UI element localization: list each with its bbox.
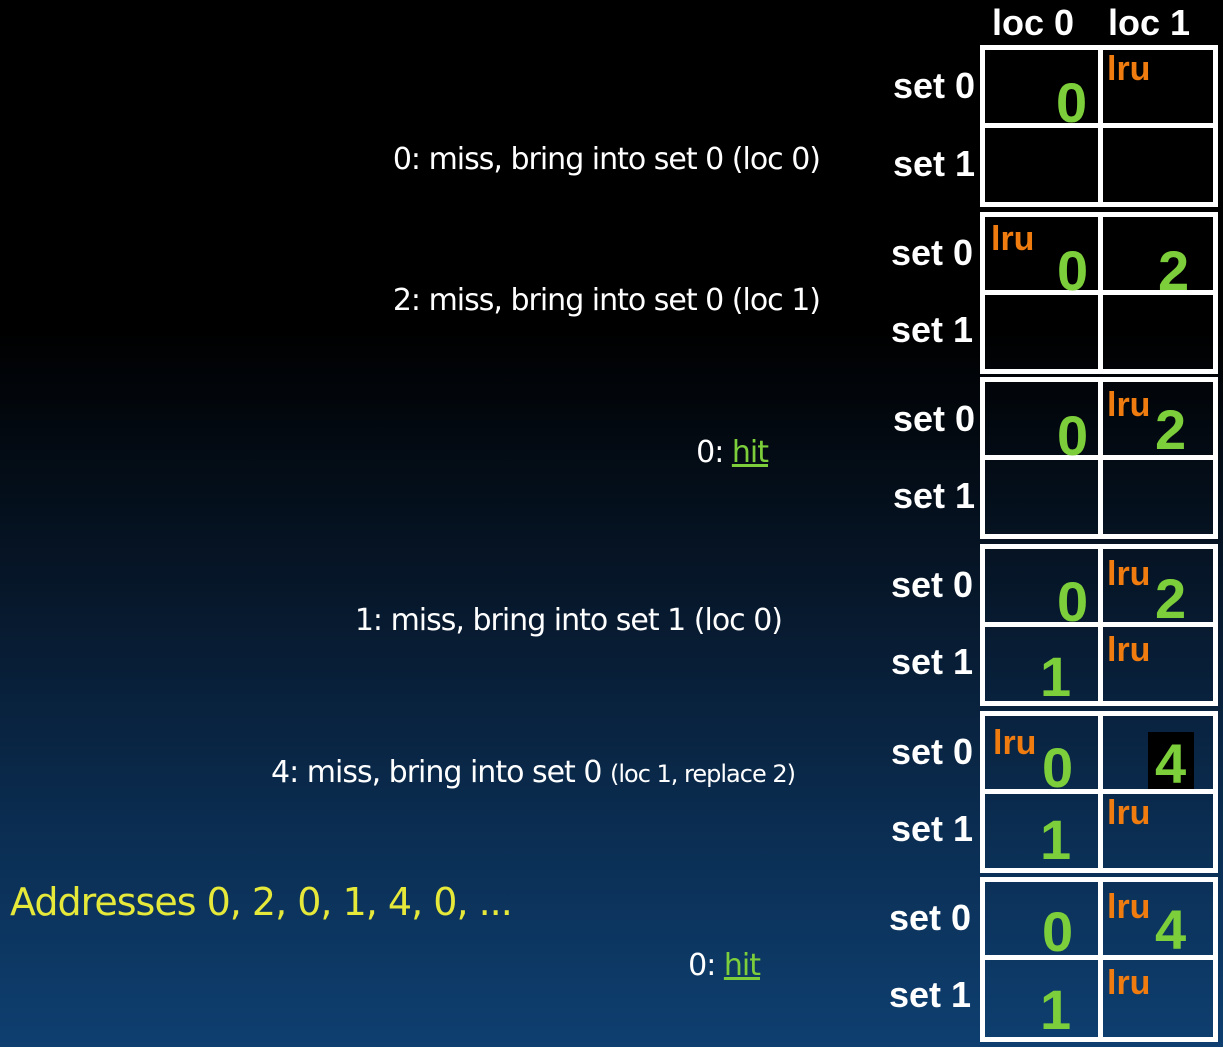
hit-link[interactable]: hit [723,948,760,983]
cache-state-6 [980,877,1218,1042]
cache-cell: 0 [1057,570,1089,633]
cache-state-3 [980,377,1218,539]
cache-cell [985,128,1098,201]
cache-cell: 1 [1040,645,1072,708]
header-loc-1: loc 1 [1108,2,1191,43]
lru-marker: lru [1107,631,1151,669]
set-1-label: set 1 [890,808,973,849]
set-0-label: set 0 [890,731,973,772]
set-1-label: set 1 [890,309,973,350]
cache-state-1 [980,45,1218,207]
lru-marker: lru [1107,386,1151,424]
set-1-label: set 1 [888,974,971,1015]
set-1-label: set 1 [890,641,973,682]
cache-cell [985,295,1098,368]
step-4-description: 1: miss, bring into set 1 (loc 0) [354,603,782,638]
step-3-description: 0: hit [696,435,768,470]
lru-marker: lru [993,724,1037,762]
lru-marker: lru [1107,794,1151,832]
cache-state-4 [980,544,1218,706]
cache-cell: 0 [1042,900,1074,963]
cache-cell: 2 [1158,239,1190,302]
cache-cell: 1 [1040,808,1072,871]
cache-cell: 0 [1057,404,1089,467]
cache-cell: lru 0 [993,724,1074,799]
step-1-description: 0: miss, bring into set 0 (loc 0) [392,142,820,177]
cache-cell [985,460,1098,533]
set-0-label: set 0 [890,564,973,605]
cache-cell: lru 0 [991,220,1089,302]
cache-cell: lru 2 [1107,386,1187,461]
set-1-label: set 1 [892,475,975,516]
set-1-label: set 1 [892,143,975,184]
lru-marker: lru [1107,555,1151,593]
address-sequence: Addresses 0, 2, 0, 1, 4, 0, ... [10,880,512,924]
lru-marker: lru [1107,50,1151,88]
cache-cell: 1 [1040,978,1072,1041]
lru-marker: lru [1107,888,1151,926]
cache-cell [1103,960,1216,1033]
cache-cell [1103,50,1216,123]
header-loc-0: loc 0 [992,2,1075,43]
cache-cell [1103,627,1216,700]
cache-cell [1103,794,1216,867]
lru-marker: lru [991,220,1035,258]
cache-cell [1103,295,1216,368]
cache-cell: 4 [1103,716,1216,789]
set-0-label: set 0 [888,897,971,938]
set-0-label: set 0 [892,398,975,439]
step-6-description: 0: hit [688,948,760,983]
cache-cell [1103,460,1216,533]
cache-cell [1103,128,1216,201]
set-0-label: set 0 [892,65,975,106]
step-2-description: 2: miss, bring into set 0 (loc 1) [392,283,820,318]
lru-marker: lru [1107,964,1151,1002]
cache-state-2 [980,212,1218,374]
cache-cell: lru 2 [1107,555,1187,630]
set-0-label: set 0 [890,232,973,273]
cache-state-5 [980,711,1218,873]
step-5-description: 4: miss, bring into set 0 (loc 1, replace 2) [271,755,795,790]
hit-link[interactable]: hit [731,435,768,470]
cache-cell: 0 [1056,71,1088,134]
cache-cell: lru 4 [1107,888,1187,961]
